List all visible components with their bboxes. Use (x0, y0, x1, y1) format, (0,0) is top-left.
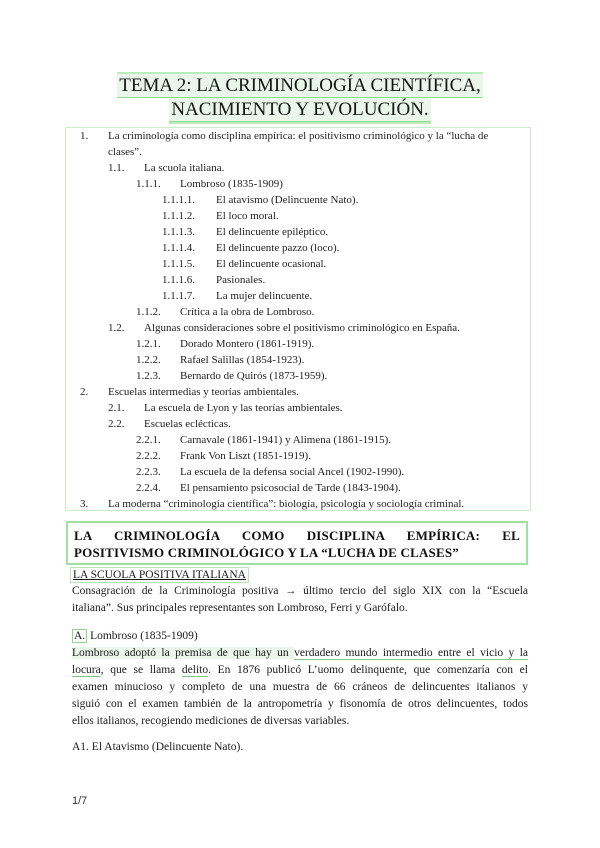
toc-item-text: Algunas consideraciones sobre el positivismo criminológico en España. (144, 322, 460, 334)
toc-item-text: El delincuente pazzo (loco). (216, 242, 340, 254)
toc-item-text: El delincuente ocasional. (216, 258, 327, 270)
toc-item-number: 1.1.1.1. (162, 194, 195, 206)
lombroso-l2d: . En 1876 publicó L’uomo delinquente, que comenzaría con el (208, 664, 528, 676)
title (0, 72, 600, 124)
toc-item-number: 2.2.4. (136, 482, 161, 494)
lombroso-line-5: ellos italianos, recogiendo mediciones de diversas variables. (72, 715, 350, 727)
toc-item-number: 1. (80, 130, 89, 142)
intro-line-2: italiana”. Sus principales representantes son Lombroso, Ferri y Garófalo. (72, 602, 408, 614)
page-number: 1/7 (72, 795, 88, 807)
toc-item-text: Lombroso (1835-1909) (180, 178, 283, 190)
lombroso-l2b: , que se llama (100, 664, 182, 676)
title-line-2: NACIMIENTO Y EVOLUCIÓN. (169, 98, 430, 124)
toc-item-text: Escuelas intermedias y teorías ambientales. (108, 386, 299, 398)
lombroso-l2a: locura (72, 664, 101, 676)
toc-item-text: La escuela de Lyon y las teorías ambientales. (144, 402, 343, 414)
lombroso-line-4: siguió con el examen también de la antropometría y fisonomía de otros delincuentes, todos (72, 698, 528, 710)
toc-item-number: 1.1.1. (136, 178, 161, 190)
toc-item-number: 1.2. (108, 322, 125, 334)
toc-item-number: 2.2. (108, 418, 125, 430)
atavismo-heading: A1. El Atavismo (Delincuente Nato). (72, 741, 244, 753)
toc-item-number: 2.2.3. (136, 466, 161, 478)
toc-item-text: El atavismo (Delincuente Nato). (216, 194, 359, 206)
lombroso-heading-text: Lombroso (1835-1909) (87, 630, 198, 642)
lombroso-l1a: Lombroso adoptó la premisa de que hay un (72, 647, 295, 659)
toc-item-text: Carnavale (1861-1941) y Alimena (1861-1915). (180, 434, 392, 446)
toc-item-number: 2.1. (108, 402, 125, 414)
toc-item-text: La criminología como disciplina empírica: el positivismo criminológico y la “lucha de (108, 130, 489, 142)
toc-item-number: 2. (80, 386, 89, 398)
toc-item-number: 1.1.1.6. (162, 274, 195, 286)
toc-item-number: 3. (80, 498, 89, 510)
lombroso-line-2 (72, 662, 528, 679)
toc-item-text: Dorado Montero (1861-1919). (180, 338, 315, 350)
table-of-contents (65, 127, 531, 511)
toc-item-number: 1.1.2. (136, 306, 161, 318)
toc-item-number: 1.2.1. (136, 338, 161, 350)
toc-item-number: 2.2.1. (136, 434, 161, 446)
lombroso-heading-label: A. (74, 630, 86, 642)
toc-item-text: Pasionales. (216, 274, 266, 286)
section-heading-line-1: LA CRIMINOLOGÍA COMO DISCIPLINA EMPÍRICA: EL (74, 528, 520, 543)
toc-item-number: 2.2.2. (136, 450, 161, 462)
toc-item-number: 1.2.3. (136, 370, 161, 382)
toc-item-text: Bernardo de Quirós (1873-1959). (180, 370, 328, 382)
toc-item-text: Crítica a la obra de Lombroso. (180, 306, 315, 318)
intro-paragraph (72, 583, 528, 617)
toc-item-text: La escuela de la defensa social Ancel (1902-1990). (180, 466, 405, 478)
lombroso-l2c: delito (181, 664, 209, 676)
toc-item-number: 1.1.1.5. (162, 258, 195, 270)
toc-item-text: clases”. (108, 146, 142, 158)
toc-item-number: 1.1.1.4. (162, 242, 195, 254)
toc-item-text: El delincuente epiléptico. (216, 226, 329, 238)
lombroso-heading (72, 628, 198, 645)
lombroso-l1b: verdadero mundo intermedio entre el vicio y la (294, 647, 528, 659)
toc-item-text: La scuola italiana. (144, 162, 225, 174)
title-line-1: TEMA 2: LA CRIMINOLOGÍA CIENTÍFICA, (117, 72, 483, 98)
toc-item-text: El loco moral. (216, 210, 279, 222)
lombroso-line-3: examen minucioso y completo de una muestra de 66 cráneos de delincuentes italianos y (72, 681, 528, 693)
toc-item-number: 1.2.2. (136, 354, 161, 366)
toc-item-text: Frank Von Liszt (1851-1919). (180, 450, 311, 462)
toc-item-text: Escuelas eclécticas. (144, 418, 231, 430)
intro-line-1: Consagración de la Criminología positiva → último tercio del siglo XIX con la “Escuela (72, 585, 528, 597)
toc-item-text: La moderna “criminología científica”: biología, psicología y sociología criminal. (108, 498, 465, 510)
lombroso-line-1 (72, 645, 528, 662)
toc-item-number: 1.1. (108, 162, 125, 174)
toc-item-number: 1.1.1.3. (162, 226, 195, 238)
toc-item-number: 1.1.1.7. (162, 290, 195, 302)
lombroso-paragraph (72, 645, 528, 730)
section-heading (66, 521, 528, 565)
toc-item-number: 1.1.1.2. (162, 210, 195, 222)
toc-item-text: El pensamiento psicosocial de Tarde (1843-1904). (180, 482, 401, 494)
subheading: LA SCUOLA POSITIVA ITALIANA (70, 567, 249, 583)
toc-item-text: La mujer delincuente. (216, 290, 313, 302)
toc-item-text: Rafael Salillas (1854-1923). (180, 354, 305, 366)
section-heading-line-2: POSITIVISMO CRIMINOLÓGICO Y LA “LUCHA DE CLASES” (74, 545, 459, 560)
